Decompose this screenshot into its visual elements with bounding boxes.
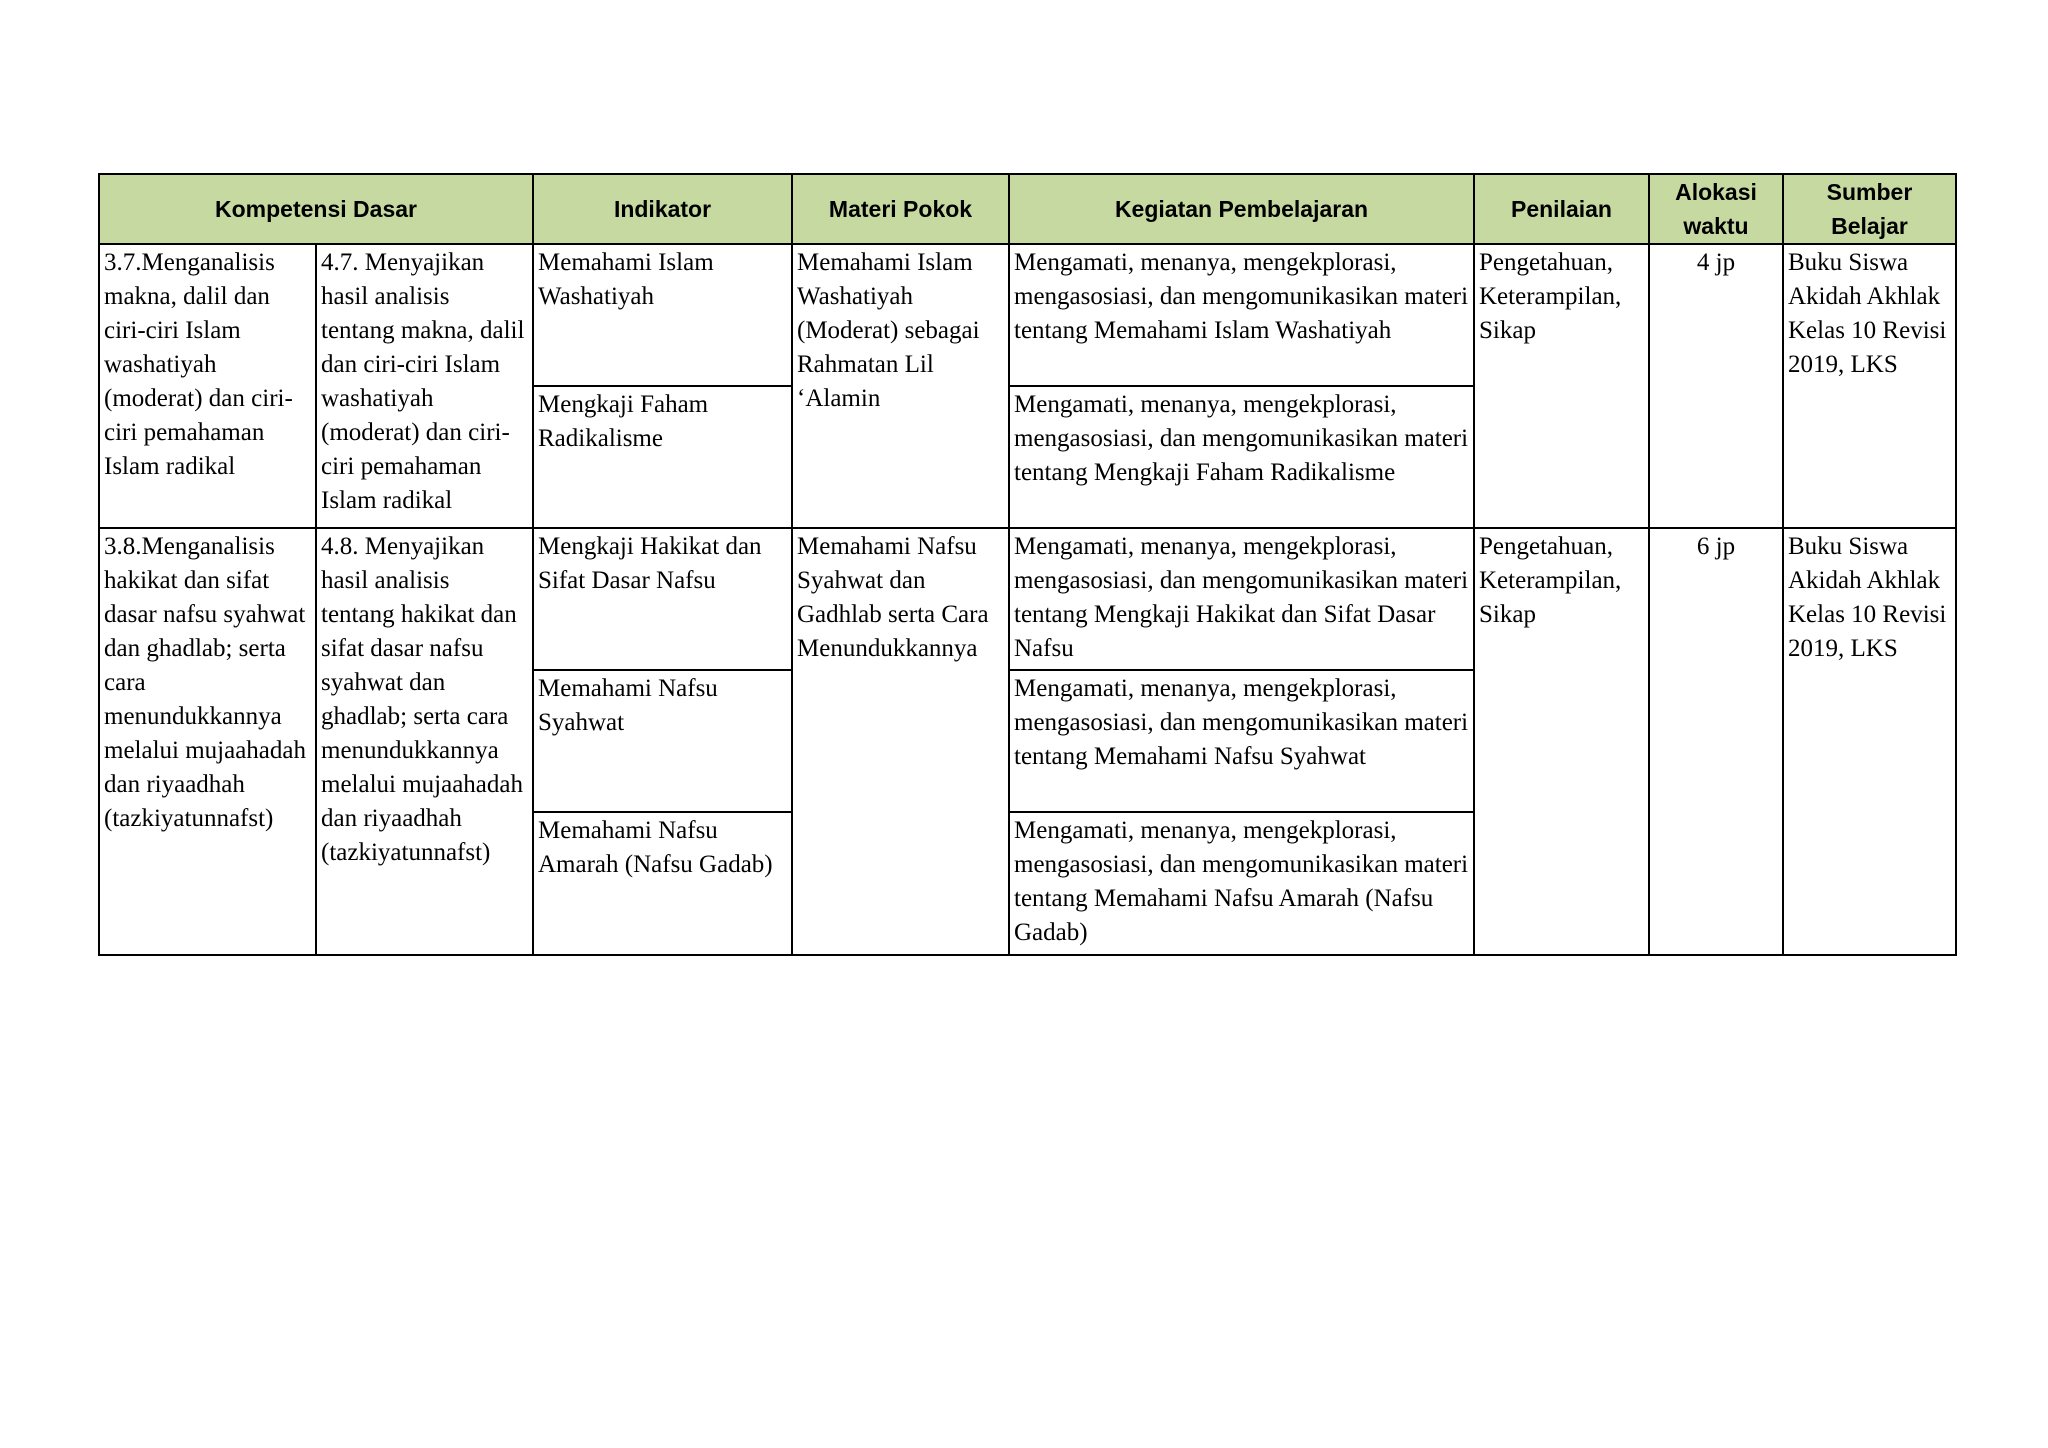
- indikator-cell: Mengkaji Hakikat dan Sifat Dasar Nafsu: [533, 528, 792, 670]
- kd3-cell: 3.7.Menganalisis makna, dalil dan ciri-ciri Islam washatiyah (moderat) dan ciri-ciri pemahaman Islam radikal: [99, 244, 316, 528]
- syllabus-table: [98, 173, 1957, 956]
- materi-pokok-cell: Memahami Islam Washatiyah (Moderat) sebagai Rahmatan Lil ‘Alamin: [792, 244, 1009, 528]
- penilaian-cell: Pengetahuan, Keterampilan, Sikap: [1474, 244, 1649, 528]
- kd4-cell: 4.7. Menyajikan hasil analisis tentang makna, dalil dan ciri-ciri Islam washatiyah (moderat) dan ciri-ciri pemahaman Islam radikal: [316, 244, 533, 528]
- kegiatan-cell: Mengamati, menanya, mengekplorasi, mengasosiasi, dan mengomunikasikan materi tentang Memahami Islam Washatiyah: [1009, 244, 1474, 386]
- kegiatan-cell: Mengamati, menanya, mengekplorasi, mengasosiasi, dan mengomunikasikan materi tentang Mengkaji Faham Radikalisme: [1009, 386, 1474, 528]
- header-indikator: Indikator: [533, 174, 792, 244]
- table-row: [99, 528, 1956, 670]
- indikator-cell: Memahami Islam Washatiyah: [533, 244, 792, 386]
- kd4-cell: 4.8. Menyajikan hasil analisis tentang hakikat dan sifat dasar nafsu syahwat dan ghadlab; serta cara menundukkannya melalui mujaahadah dan riyaadhah (tazkiyatunnafst): [316, 528, 533, 955]
- header-sumber-line1: Sumber: [1826, 179, 1913, 205]
- kegiatan-cell: Mengamati, menanya, mengekplorasi, mengasosiasi, dan mengomunikasikan materi tentang Memahami Nafsu Amarah (Nafsu Gadab): [1009, 812, 1474, 955]
- header-penilaian: Penilaian: [1474, 174, 1649, 244]
- header-alokasi-waktu: [1649, 174, 1783, 244]
- header-alokasi-line2: waktu: [1683, 213, 1749, 239]
- header-kegiatan-pembelajaran: Kegiatan Pembelajaran: [1009, 174, 1474, 244]
- header-row: [99, 174, 1956, 244]
- kegiatan-cell: Mengamati, menanya, mengekplorasi, mengasosiasi, dan mengomunikasikan materi tentang Memahami Nafsu Syahwat: [1009, 670, 1474, 812]
- indikator-cell: Memahami Nafsu Amarah (Nafsu Gadab): [533, 812, 792, 955]
- header-materi-pokok: Materi Pokok: [792, 174, 1009, 244]
- alokasi-cell: 4 jp: [1649, 244, 1783, 528]
- materi-pokok-cell: Memahami Nafsu Syahwat dan Gadhlab serta Cara Menundukkannya: [792, 528, 1009, 955]
- sumber-cell: Buku Siswa Akidah Akhlak Kelas 10 Revisi 2019, LKS: [1783, 244, 1956, 528]
- penilaian-cell: Pengetahuan, Keterampilan, Sikap: [1474, 528, 1649, 955]
- header-alokasi-line1: Alokasi: [1675, 179, 1757, 205]
- sumber-cell: Buku Siswa Akidah Akhlak Kelas 10 Revisi 2019, LKS: [1783, 528, 1956, 955]
- kegiatan-cell: Mengamati, menanya, mengekplorasi, mengasosiasi, dan mengomunikasikan materi tentang Mengkaji Hakikat dan Sifat Dasar Nafsu: [1009, 528, 1474, 670]
- table-row: [99, 244, 1956, 386]
- header-kompetensi-dasar: Kompetensi Dasar: [99, 174, 533, 244]
- indikator-cell: Mengkaji Faham Radikalisme: [533, 386, 792, 528]
- kd3-cell: 3.8.Menganalisis hakikat dan sifat dasar nafsu syahwat dan ghadlab; serta cara menundukkannya melalui mujaahadah dan riyaadhah (tazkiyatunnafst): [99, 528, 316, 955]
- indikator-cell: Memahami Nafsu Syahwat: [533, 670, 792, 812]
- header-sumber-belajar: [1783, 174, 1956, 244]
- alokasi-cell: 6 jp: [1649, 528, 1783, 955]
- header-sumber-line2: Belajar: [1831, 213, 1908, 239]
